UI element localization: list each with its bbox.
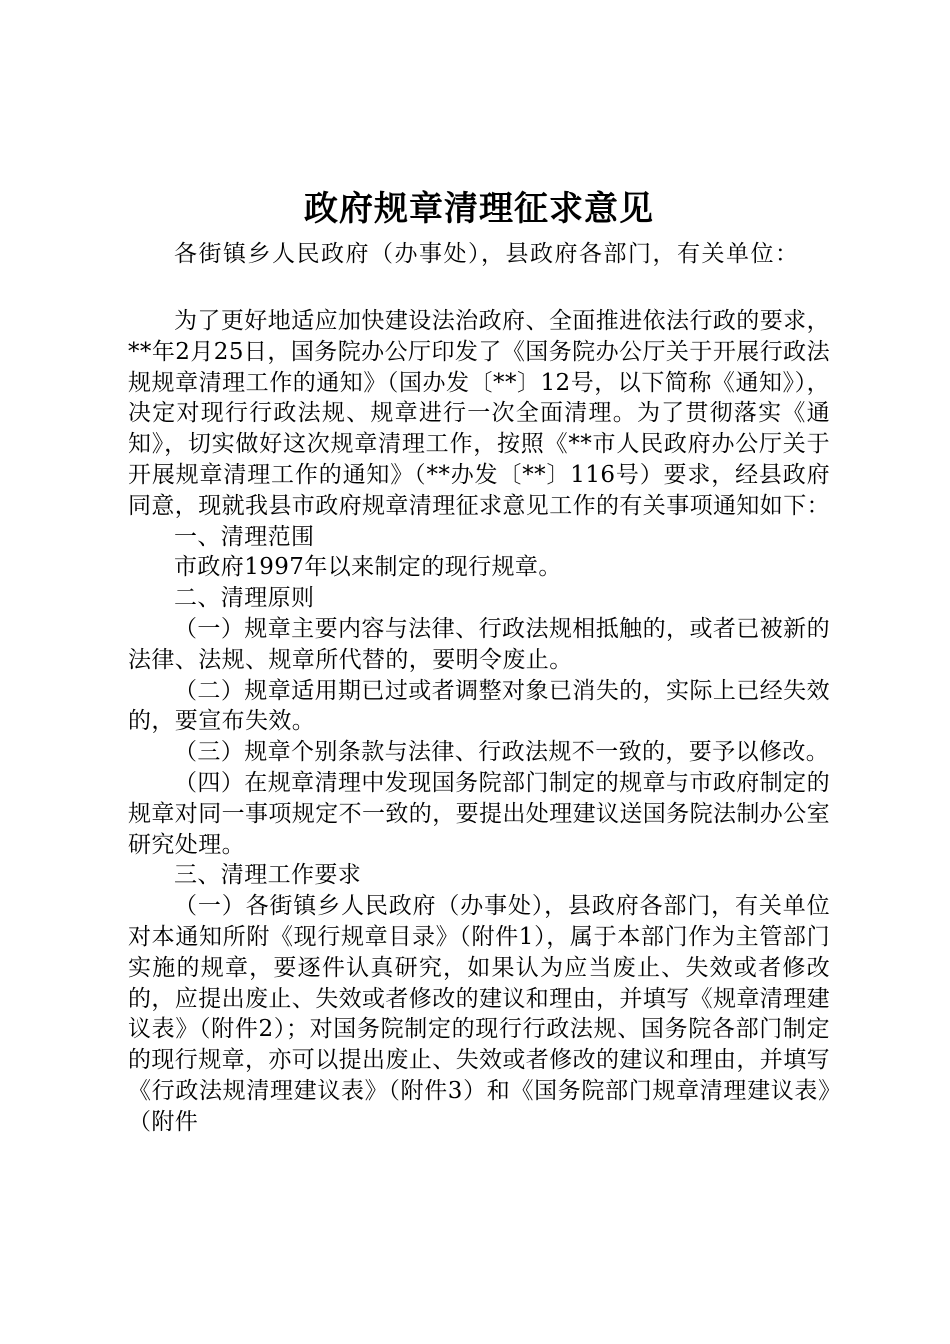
paragraph-scope: 市政府1997年以来制定的现行规章。	[174, 554, 562, 581]
heading-requirements: 三、清理工作要求	[174, 862, 362, 889]
paragraph-principle-1: （一）规章主要内容与法律、行政法规相抵触的，或者已被新的法律、法规、规章所代替的，要明令废止。	[128, 615, 830, 673]
paragraph-principle-4: （四）在规章清理中发现国务院部门制定的规章与市政府制定的规章对同一事项规定不一致的，要提出处理建议送国务院法制办公室研究处理。	[128, 769, 830, 858]
document-page	[128, 180, 830, 1138]
paragraph-principle-3: （三）规章个别条款与法律、行政法规不一致的，要予以修改。	[174, 739, 830, 766]
paragraph-requirement-1: （一）各街镇乡人民政府（办事处），县政府各部门，有关单位对本通知所附《现行规章目录》（附件1），属于本部门作为主管部门实施的规章，要逐件认真研究，如果认为应当废止、失效或者修改的，应提出废止、失效或者修改的建议和理由，并填写《规章清理建议表》（附件2）；对国务院制定的现行行政法规、国务院各部门制定的现行规章，亦可以提出废止、失效或者修改的建议和理由，并填写《行政法规清理建议表》（附件3）和《国务院部门规章清理建议表》（附件	[128, 893, 830, 1135]
heading-principles: 二、清理原则	[174, 585, 315, 612]
paragraph-principle-2: （二）规章适用期已过或者调整对象已消失的，实际上已经失效的，要宣布失效。	[128, 677, 830, 735]
document-title: 政府规章清理征求意见	[304, 189, 654, 229]
heading-scope: 一、清理范围	[174, 523, 315, 550]
salutation: 各街镇乡人民政府（办事处），县政府各部门，有关单位：	[174, 241, 800, 267]
paragraph-intro: 为了更好地适应加快建设法治政府、全面推进依法行政的要求，**年2月25日，国务院办公厅印发了《国务院办公厅关于开展行政法规规章清理工作的通知》（国办发〔**〕12号，以下简称《通知》），决定对现行行政法规、规章进行一次全面清理。为了贯彻落实《通知》，切实做好这次规章清理工作，按照《**市人民政府办公厅关于开展规章清理工作的通知》（**办发〔**〕116号）要求，经县政府同意，现就我县市政府规章清理征求意见工作的有关事项通知如下：	[128, 308, 830, 519]
